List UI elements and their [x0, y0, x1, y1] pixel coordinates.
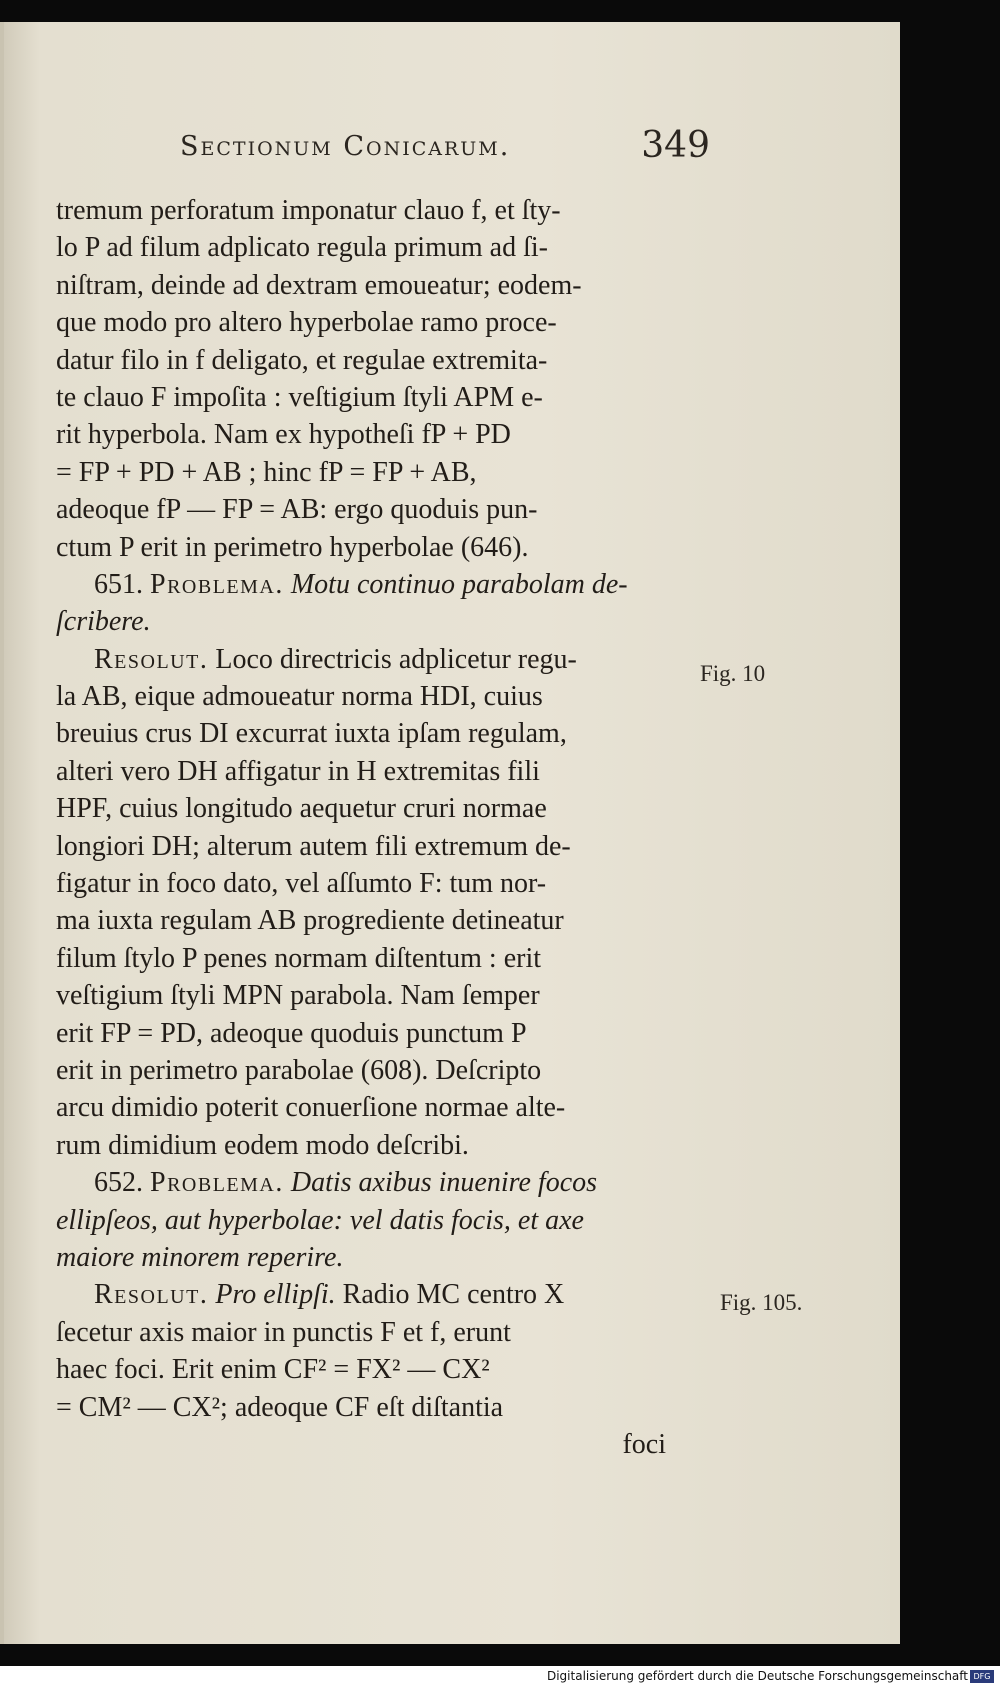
text-span: 652.: [94, 1167, 143, 1199]
text-span: figatur in foco dato, vel aſſumto F: tum nor-: [56, 868, 547, 900]
text-span: Loco directricis adplicetur regu-: [215, 643, 577, 675]
text-span: 651.: [94, 568, 143, 600]
text-span: Motu continuo parabolam de-: [290, 568, 628, 600]
text-line: [56, 1389, 696, 1426]
text-span: arcu dimidio poterit conuerſione normae alte-: [56, 1092, 566, 1124]
text-line: [56, 1239, 696, 1276]
resolution-heading: [56, 1276, 696, 1313]
page-edge: [0, 22, 4, 1644]
text-line: [56, 603, 696, 640]
text-span: ſecetur axis maior in punctis F et f, erunt: [56, 1316, 511, 1348]
page-header: [180, 125, 710, 165]
text-line: [56, 454, 696, 491]
body-text: [56, 192, 696, 1463]
catchword: [56, 1426, 696, 1463]
text-span: erit in perimetro parabolae (608). Deſcripto: [56, 1054, 542, 1086]
text-span: te clauo F impoſita : veſtigium ſtyli APM e-: [56, 381, 543, 413]
text-span: ellipſeos, aut hyperbolae: vel datis focis, et axe: [56, 1204, 584, 1236]
problem-heading-651: [56, 566, 696, 603]
text-span: foci: [622, 1428, 666, 1460]
text-span: ſcribere.: [56, 606, 151, 638]
text-line: [56, 1015, 696, 1052]
problem-heading-652: [56, 1164, 696, 1201]
text-line: [56, 753, 696, 790]
text-line: [56, 229, 696, 266]
text-line: [56, 304, 696, 341]
text-line: [56, 192, 696, 229]
text-span: Pro ellipſi.: [215, 1279, 336, 1311]
text-span: datur filo in f deligato, et regulae extremita-: [56, 344, 548, 376]
margin-note-fig: Fig. 10: [700, 661, 766, 686]
text-line: [56, 940, 696, 977]
text-span: longiori DH; alterum autem fili extremum de-: [56, 830, 571, 862]
text-line: [56, 416, 696, 453]
text-span: que modo pro altero hyperbolae ramo proce-: [56, 307, 557, 339]
text-line: [56, 1314, 696, 1351]
text-span: haec foci. Erit enim CF² = FX² — CX²: [56, 1354, 490, 1386]
text-span: filum ſtylo P penes normam diſtentum : erit: [56, 942, 542, 974]
text-span: Resolut.: [94, 1279, 209, 1311]
text-line: [56, 342, 696, 379]
text-line: [56, 379, 696, 416]
text-span: = CM² — CX²; adeoque CF eſt diſtantia: [56, 1391, 504, 1423]
text-line: [56, 491, 696, 528]
text-line: [56, 678, 696, 715]
page-number: 349: [641, 125, 710, 166]
text-span: = FP + PD + AB ; hinc fP = FP + AB,: [56, 456, 477, 488]
text-span: Problema.: [150, 568, 284, 600]
text-span: alteri vero DH affigatur in H extremitas fili: [56, 755, 540, 787]
text-line: [56, 1127, 696, 1164]
text-span: veſtigium ſtyli MPN parabola. Nam ſemper: [56, 980, 540, 1012]
text-span: adeoque fP — FP = AB: ergo quoduis pun-: [56, 494, 538, 526]
text-line: [56, 1052, 696, 1089]
text-span: Problema.: [150, 1167, 284, 1199]
text-span: maiore minorem reperire.: [56, 1241, 344, 1273]
text-span: niſtram, deinde ad dextram emoueatur; eodem-: [56, 269, 582, 301]
text-line: [56, 1089, 696, 1126]
text-span: Resolut.: [94, 643, 209, 675]
running-head: Sectionum Conicarum.: [180, 131, 511, 162]
text-line: [56, 715, 696, 752]
text-span: la AB, eique admoueatur norma HDI, cuius: [56, 681, 543, 713]
text-span: ma iuxta regulam AB progrediente detineatur: [56, 905, 564, 937]
text-span: rum dimidium eodem modo deſcribi.: [56, 1129, 469, 1161]
text-span: lo P ad filum adplicato regula primum ad ſi-: [56, 232, 548, 264]
text-line: [56, 267, 696, 304]
text-line: [56, 1202, 696, 1239]
text-span: rit hyperbola. Nam ex hypotheſi fP + PD: [56, 419, 511, 451]
resolution-heading: [56, 641, 696, 678]
text-span: erit FP = PD, adeoque quoduis punctum P: [56, 1017, 527, 1049]
text-line: [56, 790, 696, 827]
margin-note-fig: Fig. 105.: [720, 1290, 803, 1315]
text-span: tremum perforatum imponatur clauo f, et ſty-: [56, 195, 561, 226]
text-line: [56, 865, 696, 902]
text-line: [56, 529, 696, 566]
text-span: ctum P erit in perimetro hyperbolae (646).: [56, 531, 529, 563]
footer-credit: Digitalisierung gefördert durch die Deutsche Forschungsgemeinschaft: [546, 1669, 968, 1683]
text-line: [56, 1351, 696, 1388]
text-span: breuius crus DI excurrat iuxta ipſam regulam,: [56, 718, 567, 750]
text-span: HPF, cuius longitudo aequetur cruri normae: [56, 793, 547, 825]
text-line: [56, 977, 696, 1014]
text-line: [56, 828, 696, 865]
text-span: Radio MC centro X: [342, 1279, 565, 1311]
dfg-logo: DFG: [970, 1670, 994, 1683]
text-span: Datis axibus inuenire focos: [290, 1167, 598, 1199]
text-line: [56, 902, 696, 939]
